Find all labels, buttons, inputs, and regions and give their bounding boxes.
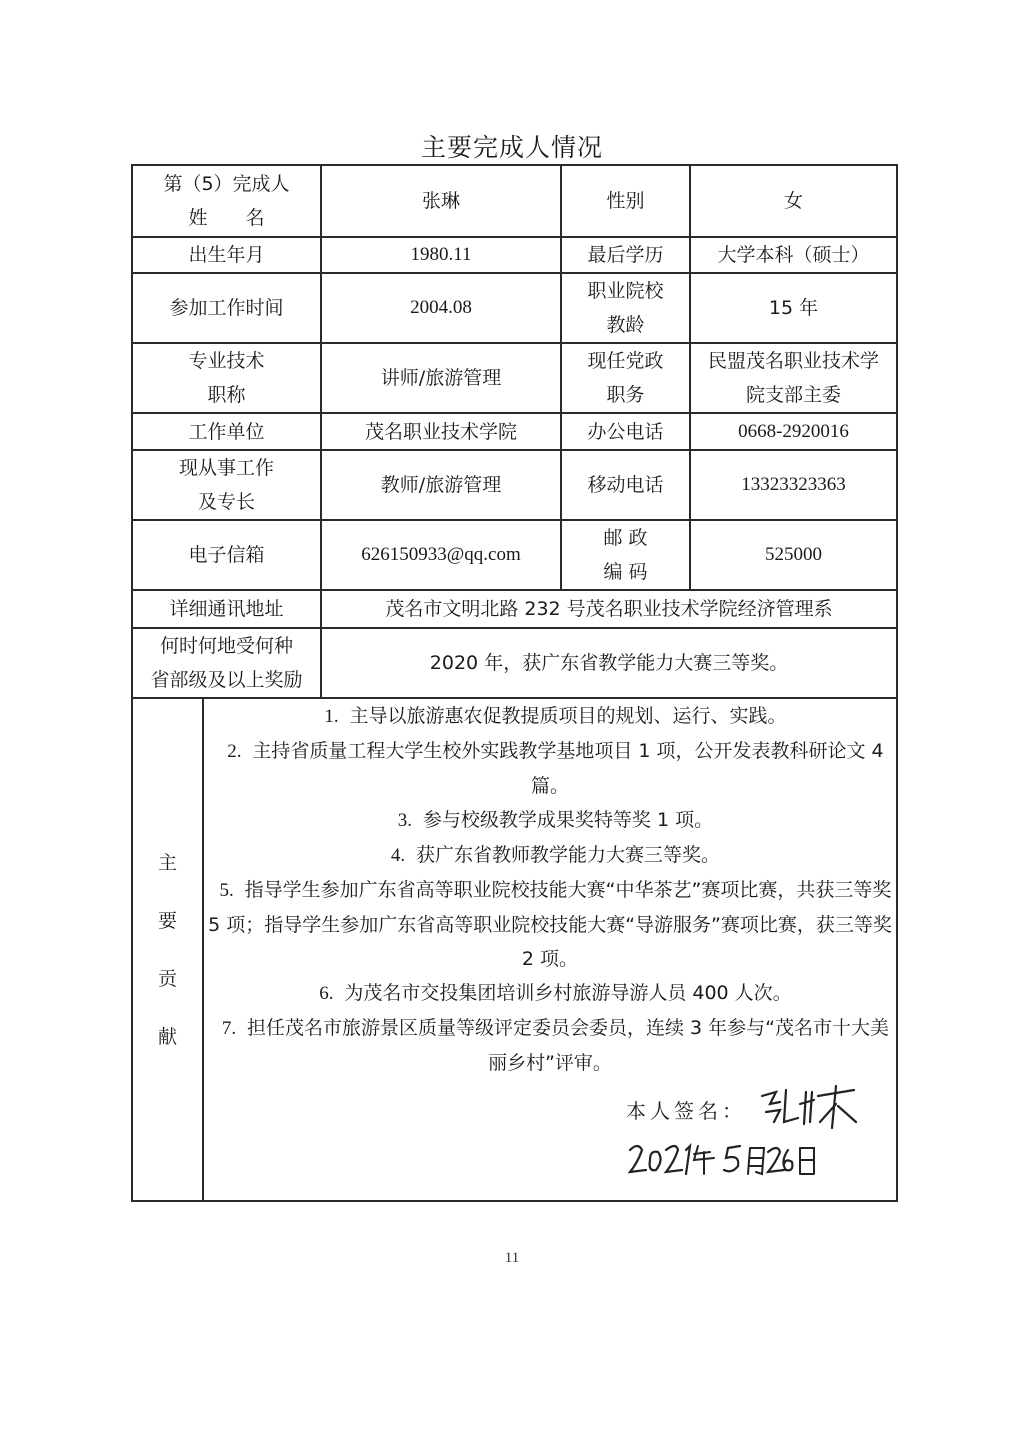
current-work-value: 教师/旅游管理 — [321, 450, 561, 520]
employer-value: 茂名职业技术学院 — [321, 413, 561, 450]
main-completer-form — [131, 164, 898, 1202]
title-label-cell — [132, 343, 321, 413]
item-number: 5. — [219, 880, 234, 901]
item-text: 主持省质量工程大学生校外实践教学基地项目 1 项，公开发表教科研论文 4 篇。 — [252, 740, 884, 797]
contributions-content — [203, 698, 897, 1201]
party-post-label-2: 职务 — [606, 384, 645, 406]
awards-label-cell — [132, 628, 321, 698]
row-work-start — [132, 273, 897, 343]
gender-label: 性别 — [561, 165, 690, 237]
item-number: 4. — [390, 845, 406, 866]
work-start-value: 2004.08 — [321, 273, 561, 343]
handwritten-signature — [756, 1082, 866, 1130]
page-title: 主要完成人情况 — [420, 133, 603, 162]
title-label-2: 职称 — [207, 384, 246, 406]
list-item — [208, 838, 892, 873]
mobile-label: 移动电话 — [561, 450, 690, 520]
item-text: 为茂名市交投集团培训乡村旅游导游人员 400 人次。 — [344, 982, 792, 1004]
side-title-char: 献 — [157, 1025, 177, 1048]
party-post-label-1: 现任党政 — [587, 350, 664, 372]
email-label: 电子信箱 — [132, 520, 321, 590]
employer-label: 工作单位 — [132, 413, 321, 450]
postal-code-value: 525000 — [690, 520, 897, 590]
address-value: 茂名市文明北路 232 号茂名职业技术学院经济管理系 — [321, 590, 897, 628]
list-item — [208, 976, 892, 1011]
list-item — [208, 699, 892, 734]
teaching-years-value: 15 年 — [690, 273, 897, 343]
work-start-label: 参加工作时间 — [132, 273, 321, 343]
current-work-label-cell — [132, 450, 321, 520]
list-item — [208, 1011, 892, 1080]
item-text: 获广东省教师教学能力大赛三等奖。 — [415, 844, 720, 866]
page-number: 11 — [504, 1250, 520, 1266]
teaching-years-label-1: 职业院校 — [587, 280, 664, 302]
list-item — [208, 873, 892, 976]
awards-label-2: 省部级及以上奖励 — [150, 669, 303, 691]
row-address — [132, 590, 897, 628]
row-email — [132, 520, 897, 590]
rank-label: 第（5）完成人 — [163, 173, 290, 195]
row-birth — [132, 237, 897, 273]
list-item — [208, 803, 892, 838]
postal-label-cell — [561, 520, 690, 590]
teaching-years-label-cell — [561, 273, 690, 343]
item-text: 指导学生参加广东省高等职业院校技能大赛“中华茶艺”赛项比赛，共获三等奖 5 项；指导学生参加广东省高等职业院校技能大赛“导游服务”赛项比赛，获三等奖 2 项。 — [208, 879, 892, 970]
row-awards — [132, 628, 897, 698]
item-number: 1. — [324, 706, 339, 727]
office-phone-label: 办公电话 — [561, 413, 690, 450]
party-post-value-2: 院支部主委 — [745, 384, 841, 406]
rank-label-cell — [132, 165, 321, 237]
title-label-1: 专业技术 — [188, 350, 265, 372]
mobile-value: 13323323363 — [690, 450, 897, 520]
side-title-char: 要 — [157, 909, 177, 932]
postal-label-1: 邮 政 — [603, 527, 648, 549]
birth-label: 出生年月 — [132, 237, 321, 273]
teaching-years-label-2: 教龄 — [606, 314, 645, 336]
row-name — [132, 165, 897, 237]
gender-value: 女 — [690, 165, 897, 237]
name-label: 姓 名 — [188, 207, 265, 229]
postal-label-2: 编 码 — [603, 561, 648, 583]
address-label: 详细通讯地址 — [132, 590, 321, 628]
item-text: 参与校级教学成果奖特等奖 1 项。 — [422, 809, 714, 831]
item-number: 3. — [397, 810, 413, 831]
item-number: 7. — [221, 1018, 237, 1039]
education-label: 最后学历 — [561, 237, 690, 273]
current-work-label-1: 现从事工作 — [178, 457, 274, 479]
name-value: 张琳 — [321, 165, 561, 237]
side-title-char: 贡 — [157, 967, 177, 990]
item-text: 主导以旅游惠农促教提质项目的规划、运行、实践。 — [349, 705, 787, 727]
handwritten-date — [628, 1140, 828, 1180]
current-work-label-2: 及专长 — [197, 491, 255, 513]
contributions-list — [208, 699, 892, 1080]
party-post-value-cell — [690, 343, 897, 413]
list-item — [208, 734, 892, 803]
education-value: 大学本科（硕士） — [690, 237, 897, 273]
office-phone-value: 0668-2920016 — [690, 413, 897, 450]
party-post-value-1: 民盟茂名职业技术学 — [707, 350, 879, 372]
email-value: 626150933@qq.com — [321, 520, 561, 590]
row-employer — [132, 413, 897, 450]
signature-label: 本人签名： — [626, 1099, 746, 1123]
awards-value: 2020 年，获广东省教学能力大赛三等奖。 — [321, 628, 897, 698]
item-text: 担任茂名市旅游景区质量等级评定委员会委员，连续 3 年参与“茂名市十大美丽乡村”评审。 — [246, 1017, 889, 1074]
row-contributions — [132, 698, 897, 1201]
birth-value: 1980.11 — [321, 237, 561, 273]
professional-title-value: 讲师/旅游管理 — [321, 343, 561, 413]
item-number: 2. — [227, 741, 242, 762]
awards-label-1: 何时何地受何种 — [159, 635, 293, 657]
signature-block — [208, 1080, 892, 1200]
side-title-char: 主 — [157, 851, 177, 874]
item-number: 6. — [319, 983, 334, 1004]
contributions-side-title — [132, 698, 203, 1201]
party-post-label-cell — [561, 343, 690, 413]
row-title — [132, 343, 897, 413]
row-current-work — [132, 450, 897, 520]
